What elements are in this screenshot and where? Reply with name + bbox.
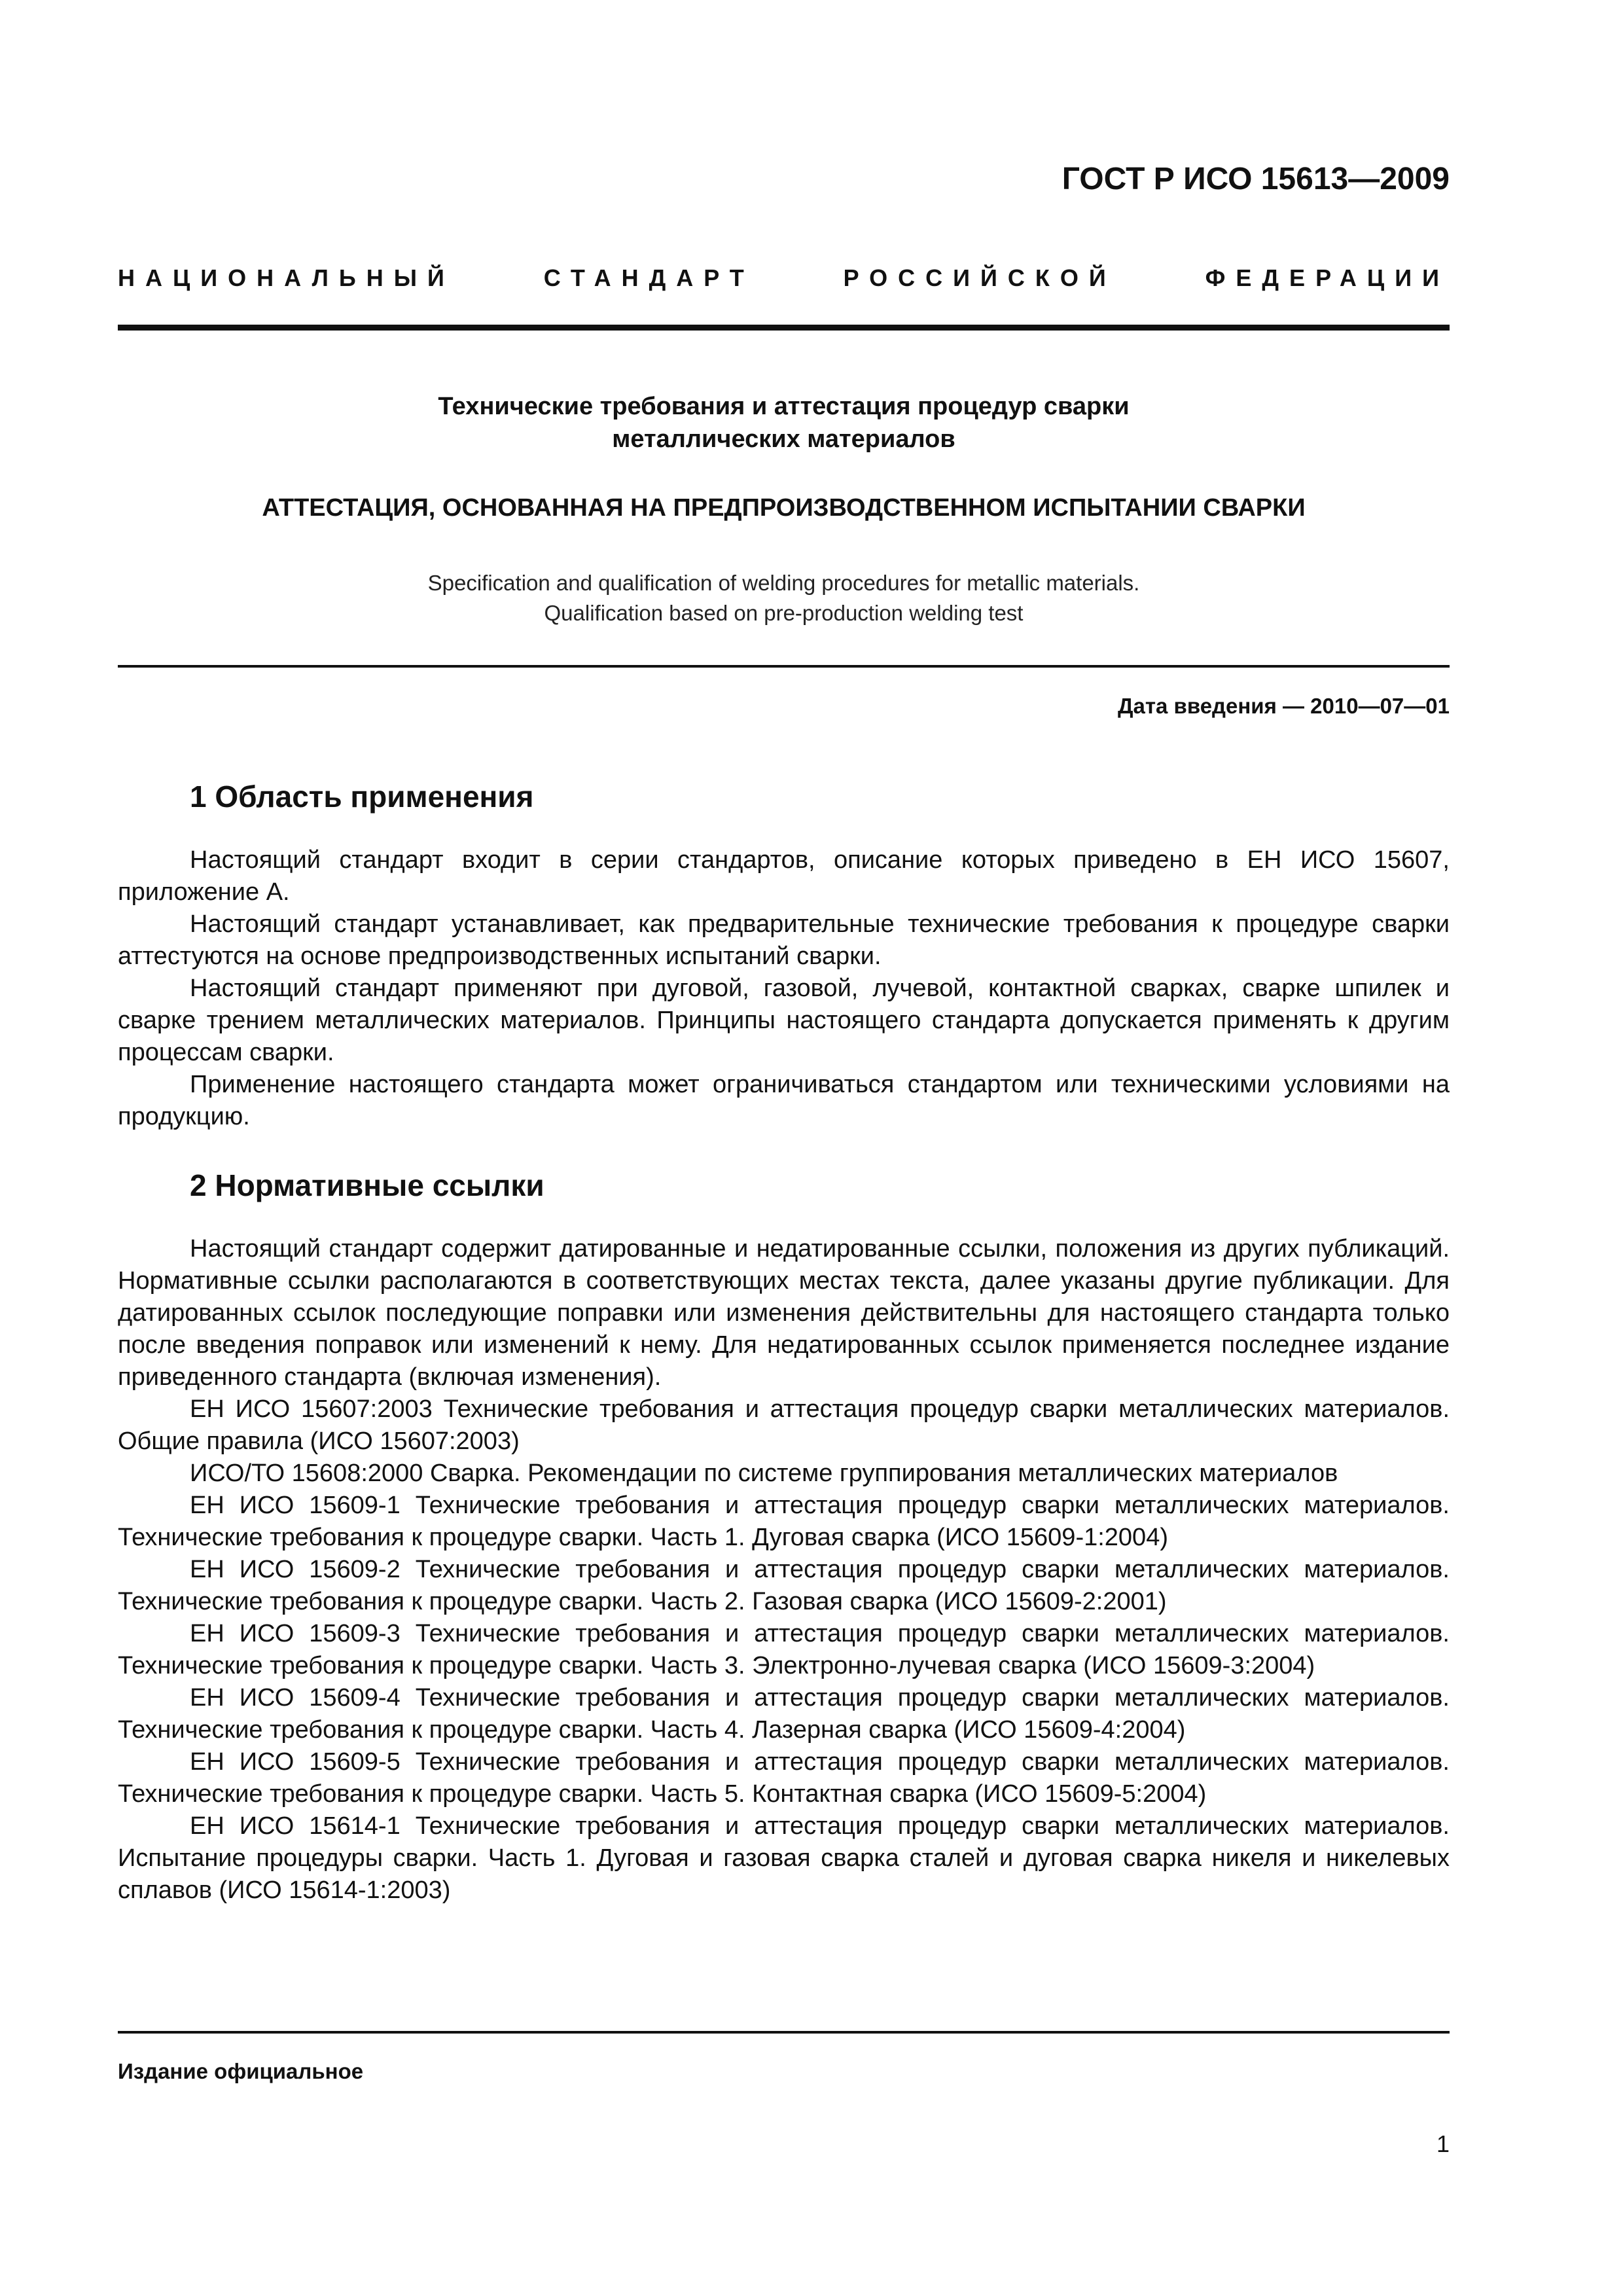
english-title-line: Qualification based on pre-production welding test xyxy=(544,601,1024,625)
english-title xyxy=(118,568,1450,628)
official-edition-label: Издание официальное xyxy=(118,2059,364,2083)
introduction-date: Дата введения — 2010—07—01 xyxy=(1118,694,1450,718)
section-heading-normative-references: 2 Нормативные ссылки xyxy=(190,1168,544,1202)
reference-item: ЕН ИСО 15607:2003 Технические требования и аттестация процедур сварки металлических материалов. Общие правила (ИСО 15607:2003) xyxy=(118,1395,1450,1455)
title-line: Технические требования и аттестация процедур сварки xyxy=(438,393,1130,420)
english-title-line: Specification and qualification of welding procedures for metallic materials. xyxy=(427,571,1140,595)
reference-item: ЕН ИСО 15609-4 Технические требования и аттестация процедур сварки металлических материалов. Технические требования к процедуре сварки. Часть 4. Лазерная сварка (ИСО 15609-4:2004) xyxy=(118,1684,1450,1744)
document-subtitle: АТТЕСТАЦИЯ, ОСНОВАННАЯ НА ПРЕДПРОИЗВОДСТВЕННОМ ИСПЫТАНИИ СВАРКИ xyxy=(262,494,1306,522)
reference-item: ЕН ИСО 15609-2 Технические требования и аттестация процедур сварки металлических материалов. Технические требования к процедуре сварки. Часть 2. Газовая сварка (ИСО 15609-2:2001) xyxy=(118,1556,1450,1615)
section-heading-scope: 1 Область применения xyxy=(190,780,534,814)
banner-word: ФЕДЕРАЦИИ xyxy=(1205,264,1450,291)
reference-item: ИСО/ТО 15608:2000 Сварка. Рекомендации по системе группирования металлических материалов xyxy=(190,1460,1338,1487)
header-divider xyxy=(118,325,1450,331)
paragraph: Настоящий стандарт устанавливает, как предварительные технические требования к процедуре сварки аттестуются на основе предпроизводственных испытаний сварки. xyxy=(118,910,1450,970)
national-standard-banner xyxy=(118,264,1450,292)
section-scope-body xyxy=(118,844,1450,1133)
title-divider xyxy=(118,665,1450,668)
reference-item: ЕН ИСО 15609-1 Технические требования и аттестация процедур сварки металлических материалов. Технические требования к процедуре сварки. Часть 1. Дуговая сварка (ИСО 15609-1:2004) xyxy=(118,1492,1450,1551)
footer-divider xyxy=(118,2031,1450,2034)
document-title xyxy=(118,390,1450,456)
document-id: ГОСТ Р ИСО 15613—2009 xyxy=(1061,162,1450,196)
paragraph: Настоящий стандарт применяют при дуговой, газовой, лучевой, контактной сварках, сварке шпилек и сварке трением металлических материалов. Принципы настоящего стандарта допускается применять к другим процессам сварки. xyxy=(118,975,1450,1066)
title-line: металлических материалов xyxy=(612,425,955,453)
reference-item: ЕН ИСО 15614-1 Технические требования и аттестация процедур сварки металлических материалов. Испытание процедуры сварки. Часть 1. Дуговая и газовая сварка сталей и дуговая сварка никеля и никелевых сплавов (ИСО 15614-1:2003) xyxy=(118,1812,1450,1904)
reference-item: ЕН ИСО 15609-3 Технические требования и аттестация процедур сварки металлических материалов. Технические требования к процедуре сварки. Часть 3. Электронно-лучевая сварка (ИСО 15609-3:2004) xyxy=(118,1620,1450,1679)
paragraph: Применение настоящего стандарта может ограничиваться стандартом или техническими условиями на продукцию. xyxy=(118,1071,1450,1130)
paragraph: Настоящий стандарт входит в серии стандартов, описание которых приведено в ЕН ИСО 15607, приложение А. xyxy=(118,846,1450,906)
banner-word: НАЦИОНАЛЬНЫЙ xyxy=(118,264,455,291)
section-references-body xyxy=(118,1233,1450,1907)
reference-item: ЕН ИСО 15609-5 Технические требования и аттестация процедур сварки металлических материалов. Технические требования к процедуре сварки. Часть 5. Контактная сварка (ИСО 15609-5:2004) xyxy=(118,1748,1450,1808)
paragraph: Настоящий стандарт содержит датированные и недатированные ссылки, положения из других публикаций. Нормативные ссылки располагаются в соответствующих местах текста, далее указаны другие публикации. Для датированных ссылок последующие поправки или изменения действительны для настоящего стандарта только после введения поправок или изменений к нему. Для недатированных ссылок применяется последнее издание приведенного стандарта (включая изменения). xyxy=(118,1235,1450,1391)
banner-word: СТАНДАРТ xyxy=(543,264,755,291)
page-number: 1 xyxy=(1436,2130,1450,2157)
banner-word: РОССИЙСКОЙ xyxy=(843,264,1116,291)
